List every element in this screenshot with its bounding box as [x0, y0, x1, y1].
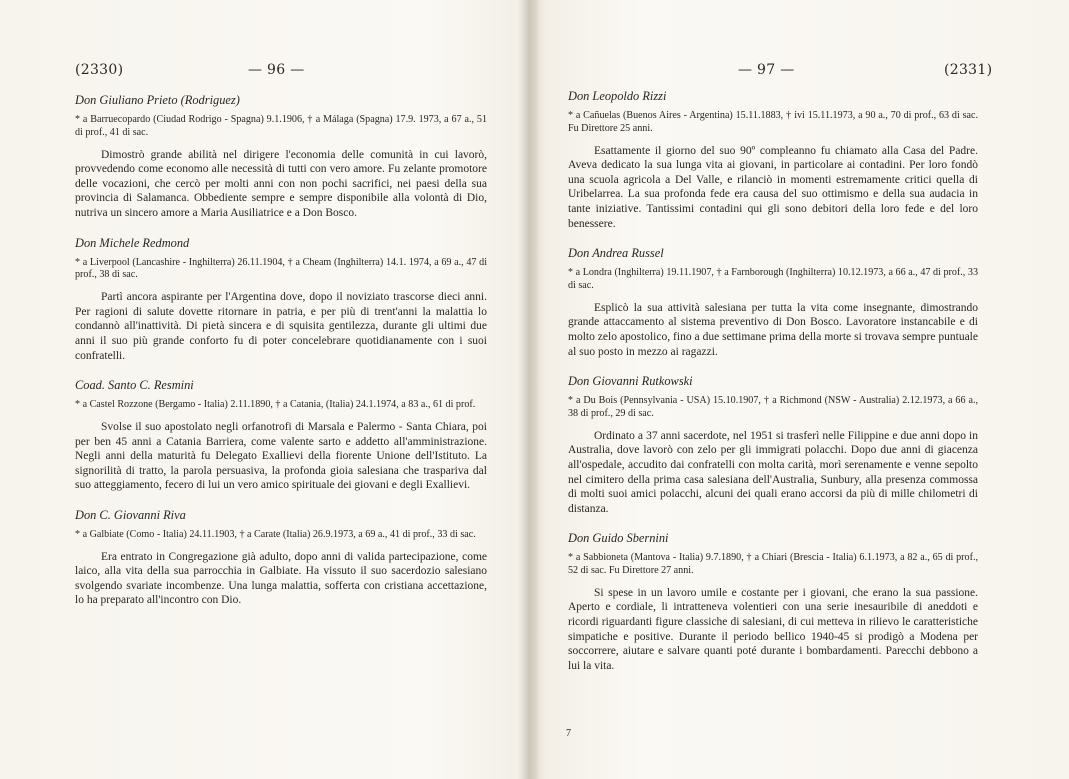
obituary-entry [75, 508, 487, 608]
obituary-entry [568, 374, 978, 516]
entry-dates: * a Du Bois (Pennsylvania - USA) 15.10.1907, † a Richmond (NSW - Australia) 2.12.1973, a 66 a., 38 di prof., 29 di sac. [568, 395, 978, 419]
entry-name: Don Andrea Russel [568, 246, 664, 261]
entry-dates: * a Sabbioneta (Mantova - Italia) 9.7.1890, † a Chiari (Brescia - Italia) 6.1.1973, a 82 a., 65 di prof., 52 di sac. Fu Direttore 27 anni. [568, 552, 978, 577]
entry-name: Don Guido Sbernini [568, 531, 669, 546]
entry-text: Era entrato in Congregazione già adulto, dopo anni di valida partecipazione, come laico, alla vita della sua parrocchia in Galbiate. Ha vissuto il suo sacerdozio salesiano svolgendo svariate incombenze. Una lunga malattia, sofferta con cristiana accettazione, lo ha preparato all'incontro con Dio. [75, 550, 487, 607]
entry-text: Esattamente il giorno del suo 90º compleanno fu chiamato alla Casa del Padre. Aveva dedicato la sua lunga vita ai giovani, in particolare ai contadini. Per loro fondò una scuola agricola a Del Valle, e rilanciò in momenti estremamente critici quella di Uribelarrea. La sua profonda fede era causa del suo ottimismo e della sua audacia in tante iniziative. Tantissimi contadini qui gli sono debitori della loro fede e del loro benessere. [568, 144, 978, 230]
left-page-number: — 96 — [248, 62, 305, 78]
obituary-entry [75, 93, 487, 221]
left-page-content [75, 93, 487, 623]
entry-dates: * a Galbiate (Como - Italia) 24.11.1903, † a Carate (Italia) 26.9.1973, a 69 a., 41 di prof., 33 di sac. [75, 528, 476, 540]
entry-dates: * a Barruecopardo (Ciudad Rodrigo - Spagna) 9.1.1906, † a Málaga (Spagna) 17.9. 1973, a 67 a., 51 di prof., 41 di sac. [75, 114, 487, 138]
entry-name: Don Leopoldo Rizzi [568, 89, 667, 103]
entry-dates: * a Cañuelas (Buenos Aires - Argentina) 15.11.1883, † ivi 15.11.1973, a 90 a., 70 di prof., 63 di sac. Fu Direttore 25 anni. [568, 110, 978, 134]
entry-name: Don Giovanni Rutkowski [568, 374, 693, 389]
entry-text: Esplicò la sua attività salesiana per tutta la vita come insegnante, dimostrando grande attaccamento al sistema preventivo di Don Bosco. Lavoratore instancabile e di molto zelo apostolico, fino a due settimane prima della morte si trovava sempre puntuale al suo posto in mezzo ai ragazzi. [568, 301, 978, 358]
right-page [540, 0, 1069, 779]
obituary-entry [568, 89, 978, 231]
book-fold [518, 0, 540, 779]
entry-name: Don Michele Redmond [75, 235, 190, 250]
entry-dates: * a Liverpool (Lancashire - Inghilterra) 26.11.1904, † a Cheam (Inghilterra) 14.1. 1974, a 69 a., 47 di prof., 38 di sac. [75, 256, 487, 281]
entry-text: Partì ancora aspirante per l'Argentina dove, dopo il noviziato trascorse dieci anni. Per ragioni di salute dovette ritornare in patria, e per più di trent'anni la malattia lo condannò all'inattività. Di pietà sincera e di squisita gentilezza, durante gli ultimi due anni il suo più grande conforto fu di poter concelebrare quotidianamente con i suoi confratelli. [75, 291, 487, 362]
left-page-code: (2330) [75, 62, 124, 78]
entry-text: Si spese in un lavoro umile e costante per i giovani, che erano la sua passione. Aperto e cordiale, li intratteneva volentieri con una serie inesauribile di aneddoti e ricordi riguardanti figure classiche di salesiani, di cui metteva in rilievo le caratteristiche simpatiche e positive. Durante il periodo bellico 1940-45 si prodigò a Modena per soccorrere, aiutare e salvare quanti poté durante i bombardamenti. Parecchi debbono a lui la vita. [568, 586, 978, 672]
entry-text: Dimostrò grande abilità nel dirigere l'economia delle comunità in cui lavorò, provvedendo come economo alle necessità di tutti con vero amore. Fu zelante promotore delle vocazioni, che cercò per molti anni con non pochi sacrifici, nei paesi della sua provincia di Salamanca. Obbediente sempre e sempre disponibile alla volontà di Dio, nutriva un sincero amore a Maria Ausiliatrice e a Don Bosco. [75, 148, 487, 219]
obituary-entry [568, 531, 978, 673]
right-page-content [568, 89, 978, 688]
entry-name: Don C. Giovanni Riva [75, 507, 186, 522]
right-page-code: (2331) [944, 62, 993, 78]
left-page [0, 0, 520, 779]
entry-name: Don Giuliano Prieto (Rodriguez) [75, 93, 240, 107]
entry-text: Ordinato a 37 anni sacerdote, nel 1951 si trasferì nelle Filippine e due anni dopo in Australia, dove lavorò con zelo per gli immigrati polacchi. Dopo due anni di giacenza all'ospedale, accudito dai confratelli con molta carità, morì serenamente e venne sepolto nel cimitero della prima casa salesiana dell'Australia, Sunbury, alla presenza commossa di molti suoi amici polacchi, alcuni dei quali erano accorsi da più di mille chilometri di distanza. [568, 429, 978, 515]
entry-text: Svolse il suo apostolato negli orfanotrofi di Marsala e Palermo - Santa Chiara, poi per ben 45 anni a Catania Barriera, come valente sarto e addetto all'amministrazione. Negli anni della maturità fu Delegato Exallievi della fiorente Unione dell'Istituto. La signorilità di tratto, la parola persuasiva, la profonda gioia salesiana che traspariva dal suo atteggiamento, fecero di lui un vero amico spirituale dei giovani e degli Exallievi. [75, 420, 487, 492]
right-page-number: — 97 — [738, 62, 795, 78]
obituary-entry [75, 378, 487, 493]
entry-dates: * a Castel Rozzone (Bergamo - Italia) 2.11.1890, † a Catania, (Italia) 24.1.1974, a 83 a., 61 di prof. [75, 399, 476, 411]
obituary-entry [75, 236, 487, 364]
obituary-entry [568, 246, 978, 359]
entry-name: Coad. Santo C. Resmini [75, 378, 194, 393]
signature-mark: 7 [566, 728, 571, 739]
entry-dates: * a Londra (Inghilterra) 19.11.1907, † a Farnborough (Inghilterra) 10.12.1973, a 66 a., 47 di prof., 33 di sac. [568, 267, 978, 291]
